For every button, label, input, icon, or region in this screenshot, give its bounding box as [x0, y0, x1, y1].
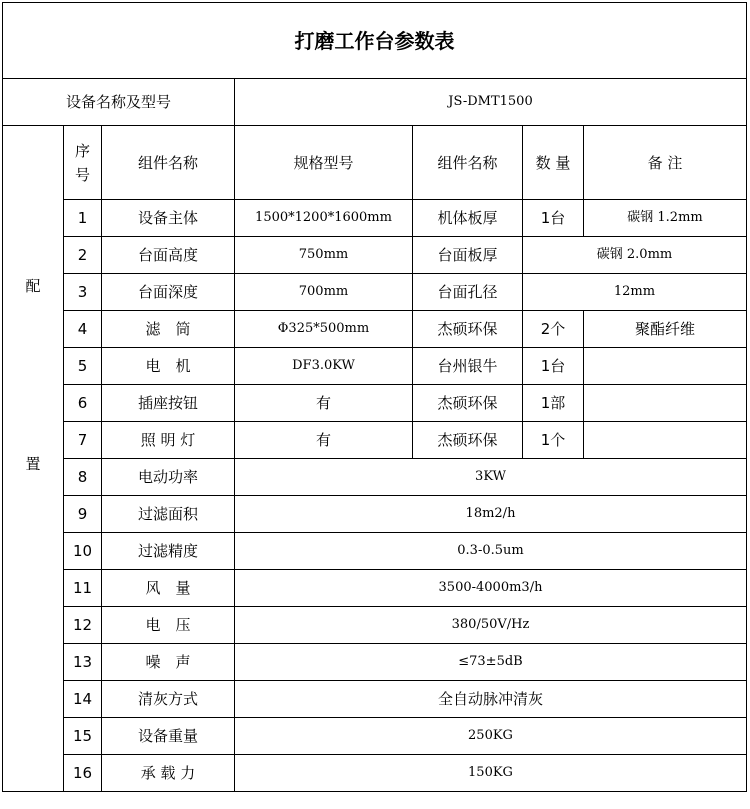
row-no: 15: [64, 718, 102, 755]
row-name: 电 压: [102, 607, 235, 644]
row-spec: 1500*1200*1600mm: [235, 200, 413, 237]
row-value: 3KW: [235, 459, 747, 496]
table-row: [3, 755, 747, 792]
table-row: [3, 459, 747, 496]
row-qty: 1部: [523, 385, 584, 422]
table-row: [3, 348, 747, 385]
row-name: 滤 筒: [102, 311, 235, 348]
parameter-table: [2, 2, 747, 792]
row-value: 250KG: [235, 718, 747, 755]
table-row: [3, 607, 747, 644]
row-name: 噪 声: [102, 644, 235, 681]
row-name2: 杰硕环保: [413, 385, 523, 422]
header-component-name: 组件名称: [102, 126, 235, 200]
row-name2: 杰硕环保: [413, 422, 523, 459]
row-remark: [584, 348, 747, 385]
table-title: 打磨工作台参数表: [3, 3, 747, 79]
table-row: [3, 237, 747, 274]
row-name2: 杰硕环保: [413, 311, 523, 348]
header-spec: 规格型号: [235, 126, 413, 200]
row-no: 9: [64, 496, 102, 533]
header-seq-line1: 序: [74, 141, 90, 160]
device-label: 设备名称及型号: [3, 79, 235, 126]
row-spec: DF3.0KW: [235, 348, 413, 385]
row-spec: 有: [235, 422, 413, 459]
config-side-label: [3, 126, 64, 792]
row-qty: 2个: [523, 311, 584, 348]
row-remark: 碳钢 1.2mm: [584, 200, 747, 237]
table-row: [3, 570, 747, 607]
row-spec: Φ325*500mm: [235, 311, 413, 348]
row-name: 过滤面积: [102, 496, 235, 533]
table-row: [3, 533, 747, 570]
device-model: JS-DMT1500: [235, 79, 747, 126]
row-name: 台面高度: [102, 237, 235, 274]
row-no: 8: [64, 459, 102, 496]
row-no: 12: [64, 607, 102, 644]
header-remark: 备 注: [584, 126, 747, 200]
row-value: 380/50V/Hz: [235, 607, 747, 644]
table-row: [3, 422, 747, 459]
row-no: 14: [64, 681, 102, 718]
row-name: 设备重量: [102, 718, 235, 755]
row-no: 13: [64, 644, 102, 681]
row-value: ≤73±5dB: [235, 644, 747, 681]
header-seq: [64, 126, 102, 200]
row-name2: 机体板厚: [413, 200, 523, 237]
row-name2: 台州银牛: [413, 348, 523, 385]
row-name: 过滤精度: [102, 533, 235, 570]
row-name: 插座按钮: [102, 385, 235, 422]
row-name2: 台面板厚: [413, 237, 523, 274]
row-no: 6: [64, 385, 102, 422]
row-no: 16: [64, 755, 102, 792]
row-remark: 聚酯纤维: [584, 311, 747, 348]
row-no: 4: [64, 311, 102, 348]
row-name: 台面深度: [102, 274, 235, 311]
table-row: [3, 385, 747, 422]
row-name: 风 量: [102, 570, 235, 607]
row-value: 全自动脉冲清灰: [235, 681, 747, 718]
table-row: [3, 496, 747, 533]
row-spec: 有: [235, 385, 413, 422]
row-name: 承 载 力: [102, 755, 235, 792]
row-no: 5: [64, 348, 102, 385]
table-row: [3, 644, 747, 681]
table-row: [3, 274, 747, 311]
row-spec: 700mm: [235, 274, 413, 311]
row-spec: 750mm: [235, 237, 413, 274]
row-name: 电 机: [102, 348, 235, 385]
side-label-bottom: 置: [25, 454, 41, 473]
table-row: [3, 200, 747, 237]
row-no: 3: [64, 274, 102, 311]
row-name2: 台面孔径: [413, 274, 523, 311]
table-row: [3, 681, 747, 718]
row-merged-remark: 12mm: [523, 274, 747, 311]
row-qty: 1台: [523, 348, 584, 385]
table-row: [3, 718, 747, 755]
table-row: [3, 311, 747, 348]
row-value: 18m2/h: [235, 496, 747, 533]
row-qty: 1台: [523, 200, 584, 237]
row-value: 0.3-0.5um: [235, 533, 747, 570]
row-qty: 1个: [523, 422, 584, 459]
row-name: 清灰方式: [102, 681, 235, 718]
row-no: 10: [64, 533, 102, 570]
header-component-name-2: 组件名称: [413, 126, 523, 200]
row-merged-remark: 碳钢 2.0mm: [523, 237, 747, 274]
row-name: 电动功率: [102, 459, 235, 496]
side-label-top: 配: [25, 276, 41, 295]
row-no: 1: [64, 200, 102, 237]
row-name: 照 明 灯: [102, 422, 235, 459]
row-name: 设备主体: [102, 200, 235, 237]
header-quantity: 数 量: [523, 126, 584, 200]
row-value: 3500-4000m3/h: [235, 570, 747, 607]
header-seq-line2: 号: [74, 165, 90, 184]
row-remark: [584, 422, 747, 459]
row-no: 2: [64, 237, 102, 274]
row-remark: [584, 385, 747, 422]
row-no: 7: [64, 422, 102, 459]
row-no: 11: [64, 570, 102, 607]
row-value: 150KG: [235, 755, 747, 792]
